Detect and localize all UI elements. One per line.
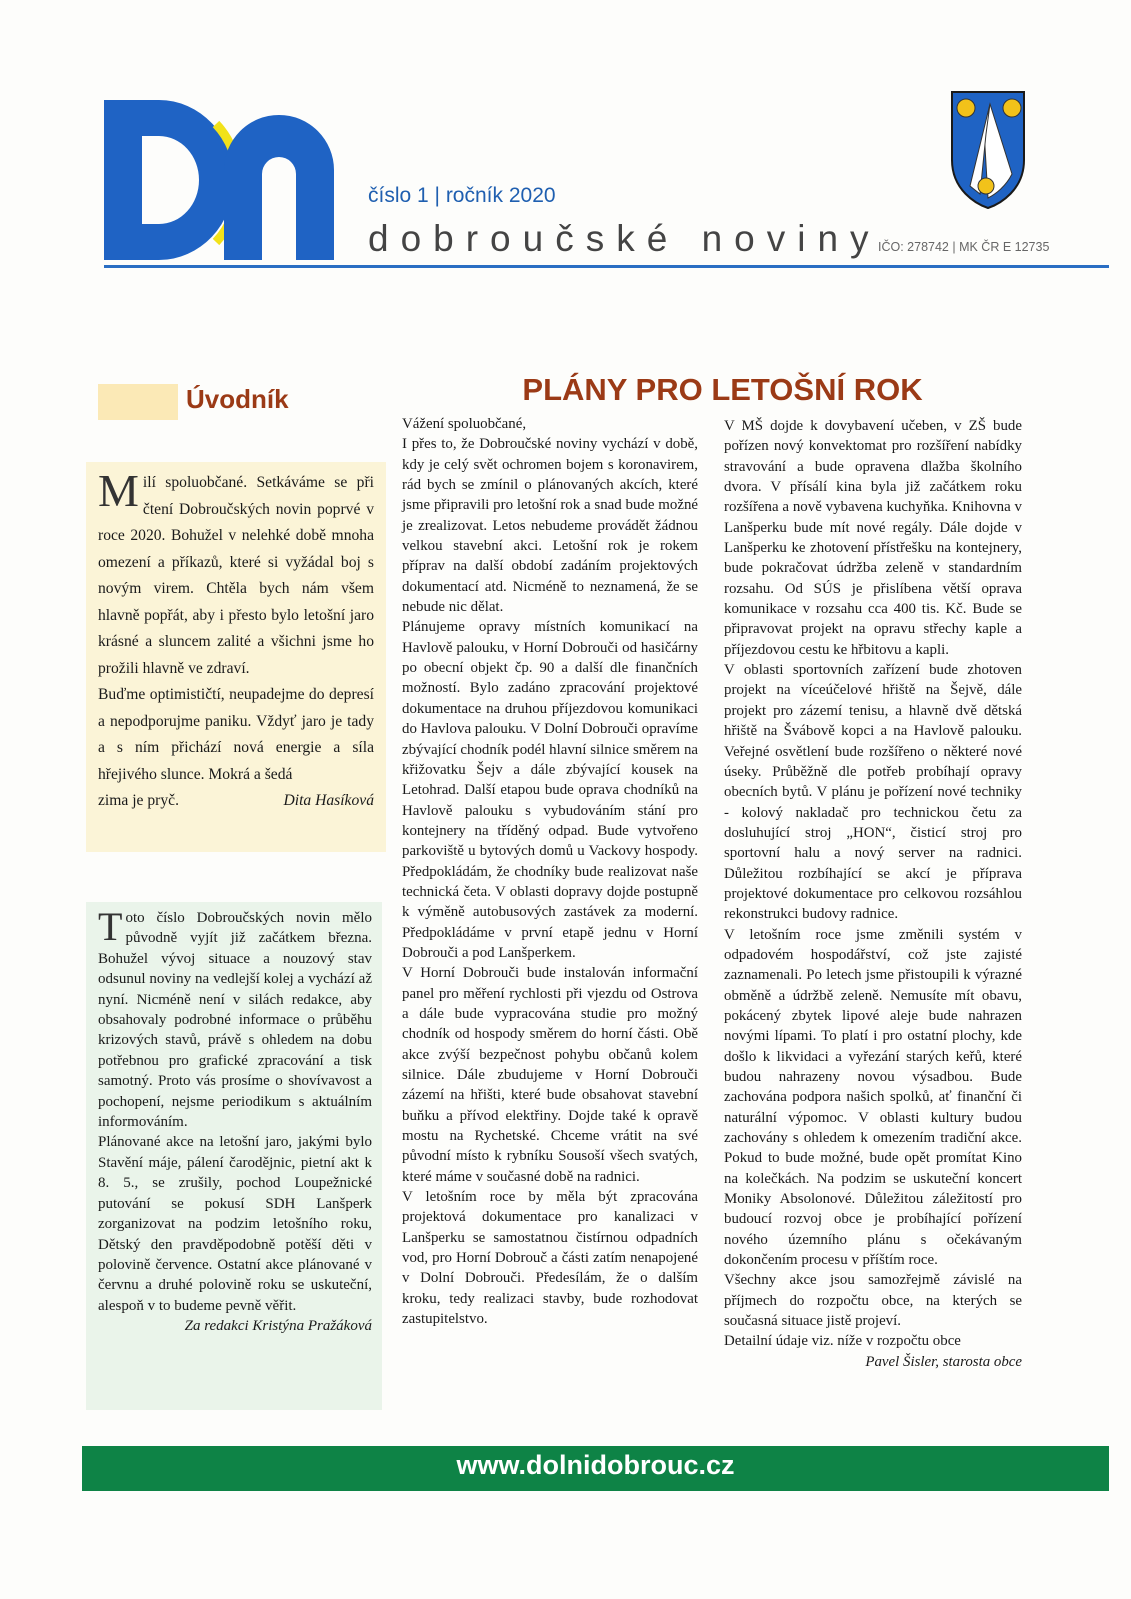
note-text-2: Plánované akce na letošní jaro, jakými bylo Stavění máje, pálení čarodějnic, pietní akt k 8. 5., se zrušily, pochod Loupežnické putování se pokusí SDH Lanšperk zorganizovat na podzim letošního roku, Dětský den pravděpodobně potěší děti v polovině července. Ostatní akce plánované v červnu a druhé polovině roku se uskuteční, alespoň v to budeme pevně věřit. [98, 1134, 372, 1314]
article-signature: Pavel Šisler, starosta obce [865, 1353, 1022, 1370]
article-paragraph: Všechny akce jsou samozřejmě závislé na příjmech do rozpočtu obce, na kterých se současná situace jistě projeví. [724, 1272, 1022, 1330]
article-column-1 [402, 414, 698, 1329]
editorial-title: Úvodník [186, 384, 289, 414]
dn-logo [104, 100, 349, 260]
newspaper-name: dobroučské noviny [368, 218, 881, 259]
article-paragraph: I přes to, že Dobroučské noviny vychází v době, kdy je celý svět ochromen bojem s koronavirem, rád bych se zmínil o plánovaných akcích, které jsme připravili pro letošní rok a snad bude možné je zrealizovat. Letos nebudeme provádět žádnou velkou stavební akci. Letošní rok je rokem příprav na další období zadáním projektových dokumentací atd. Nicméně to neznamená, že se nebude nic dělat. [402, 436, 698, 616]
editorial-closing-row [98, 788, 374, 815]
article-paragraph: V oblasti sportovních zařízení bude zhotoven projekt na víceúčelové hřiště na Šejvě, dále projekt pro zázemí tenisu, a hlavně dvě dětská hřiště na Švábově kopci a na Havlově palouku. Veřejné osvětlení bude rozšířeno o některé nové úseky. Průběžně dle potřeb probíhají opravy obecních bytů. V plánu je pořízení nové techniky - kolový nakladač pro technickou četu za dosluhující stroj „HON“, čisticí stroj pro sportovní halu a nový server na radnici. Důležitou rozbíhající se akcí je příprava projektové dokumentace pro celkovou rozsáhlou rekonstrukci budovy radnice. [724, 662, 1022, 923]
coat-of-arms-icon [950, 90, 1026, 210]
article-paragraph: Detailní údaje viz. níže v rozpočtu obce [724, 1333, 961, 1350]
editorial-box [86, 462, 386, 852]
masthead-rule [104, 265, 1109, 268]
article-paragraph: V letošním roce by měla být zpracována projektová dokumentace pro kanalizaci v Lanšperku se samostatnou čistírnou odpadních vod, pro Horní Dobrouč a části zatím nenapojené v Dolní Dobrouči. Předesílám, že o dalším kroku, tedy realizaci stavby, bude rozhodovat zastupitelstvo. [402, 1189, 698, 1328]
article-paragraph: Plánujeme opravy místních komunikací na Havlově palouku, v Horní Dobrouči od hasičárny po obecní objekt čp. 90 a další dle finančních možností. Bylo zadáno zpracování projektové dokumentace na druhou příjezdovou komunikaci do Havlova palouku. V Dolní Dobrouči opravíme zbývající chodník podél hlavní silnice směrem na křižovatku Šejv a dále zbývající kousek na Letohrad. Další etapou bude oprava chodníků na Havlově palouku s vybudováním stání pro kontejnery na tříděný odpad. Bude vytvořeno parkoviště u bytových domů u Vackovy hospody. Předpokládám, že chodníky bude realizovat naše technická četa. V oblasti dopravy dojde postupně k výměně autobusových zastávek za moderní. Předpokládáme v první etapě jednu v Horní Dobrouči a pod Lanšperkem. [402, 619, 698, 961]
editorial-logo-mark [98, 384, 178, 420]
editorial-dropcap: M [98, 465, 139, 516]
note-signature: Za redakci Kristýna Pražáková [184, 1318, 372, 1335]
issue-number: číslo 1 | ročník 2020 [368, 184, 556, 207]
article-paragraph: V MŠ dojde k dovybavení učeben, v ZŠ bude pořízen nový konvektomat pro rozšíření nabídky stravování a bude opravena dlažba školního dvora. V přísálí kina byla již začátkem roku rozšířena a nově vybavena kuchyňka. Knihovna v Lanšperku bude mít nové regály. Dále dojde v Lanšperku ke zhotovení přístřešku na kontejnery, bude pokračovat údržba zeleně v standardním rozsahu. Od SÚS je přislíbena větší oprava komunikace v rozsahu cca 400 tis. Kč. Bude se připravovat projekt na opravu střechy kaple a příjezdovou cestu ke hřbitovu a kapli. [724, 418, 1022, 658]
editorial-text-2: Buďme optimističtí, neupadejme do depresí a nepodporujme paniku. Vždyť jaro je tady a s ním přichází nová energie a síla hřejivého slunce. Mokrá a šedá [98, 686, 374, 783]
article-column-2 [724, 416, 1022, 1372]
article-paragraph: V Horní Dobrouči bude instalován informační panel pro měření rychlosti při vjezdu od Ostrova a dále bude vypracována studie pro možný chodník od hospody směrem do horní části. Obě akce zvýší bezpečnost pohybu občanů kolem silnice. Dále zbudujeme v Horní Dobrouči zázemí na hřišti, které bude obsahovat stavební buňku a přívod elektřiny. Dojde také k opravě mostu na Rychetské. Chceme vrátit na své původní místo k rybníku Sousoší všech svatých, které máme v současné době na radnici. [402, 965, 698, 1185]
editorial-signature: Dita Hasíková [283, 792, 374, 809]
note-text: Toto číslo Dobroučských novin mělo původně vyjít již začátkem března. Bohužel vývoj situace a nouzový stav odsunul noviny na vedlejší kolej a vychází až nyní. Nicméně není v silách redakce, aby obsahovaly podrobné informace o průběhu krizových stavů, právě s ohledem na dobu potřebnou pro grafické zpracování a tisk samotný. Proto vás prosíme o shovívavost a pochopení, nejsme periodikum s aktuálním informováním. [98, 904, 372, 1131]
editorial-note-box [86, 902, 382, 1410]
article-paragraph: V letošním roce jsme změnili systém v odpadovém hospodářství, což jste zajisté zaznamenali. Po letech jsme přistoupili k výrazné obměně a údržbě zeleně. Nemusíte mít obavu, pokácený zbytek lipové aleje bude nahrazen novými lípami. To platí i pro ostatní plochy, kde došlo k likvidaci a vyřezání starých keřů, které budou nahrazeny novou výsadbou. Bude zachována podpora našich spolků, ať finanční či naturální výpomoc. V oblasti kultury budou zachovány s ohledem k omezením tradiční akce. Pokud to bude možné, bude opět promítat Kino na kolečkách. Na podzim se uskuteční koncert Moniky Absolonové. Důležitou záležitostí pro budoucí rozvoj obce je probíhající pořízení nového územního plánu s očekávaným dokončením procesu v příštím roce. [724, 926, 1022, 1269]
editorial-last-line: zima je pryč. [98, 792, 179, 809]
website-link[interactable]: www.dolnidobrouc.cz [456, 1450, 735, 1480]
editorial-text: Milí spoluobčané. Setkáváme se při čtení Dobroučských novin poprvé v roce 2020. Bohužel v nelehké době mnoha omezení a příkazů, které si vyžádal boj s novým virem. Chtěla bych nám všem hlavně popřát, aby i přesto bylo letošní jaro krásné a sluncem zalité a všichni jsme ho prožili hlavně ve zdraví. [98, 465, 374, 677]
article-title: PLÁNY PRO LETOŠNÍ ROK [522, 372, 923, 407]
registration-number: IČO: 278742 | MK ČR E 12735 [878, 240, 1050, 254]
article-paragraph: Vážení spoluobčané, [402, 416, 527, 432]
note-dropcap: T [98, 904, 123, 949]
